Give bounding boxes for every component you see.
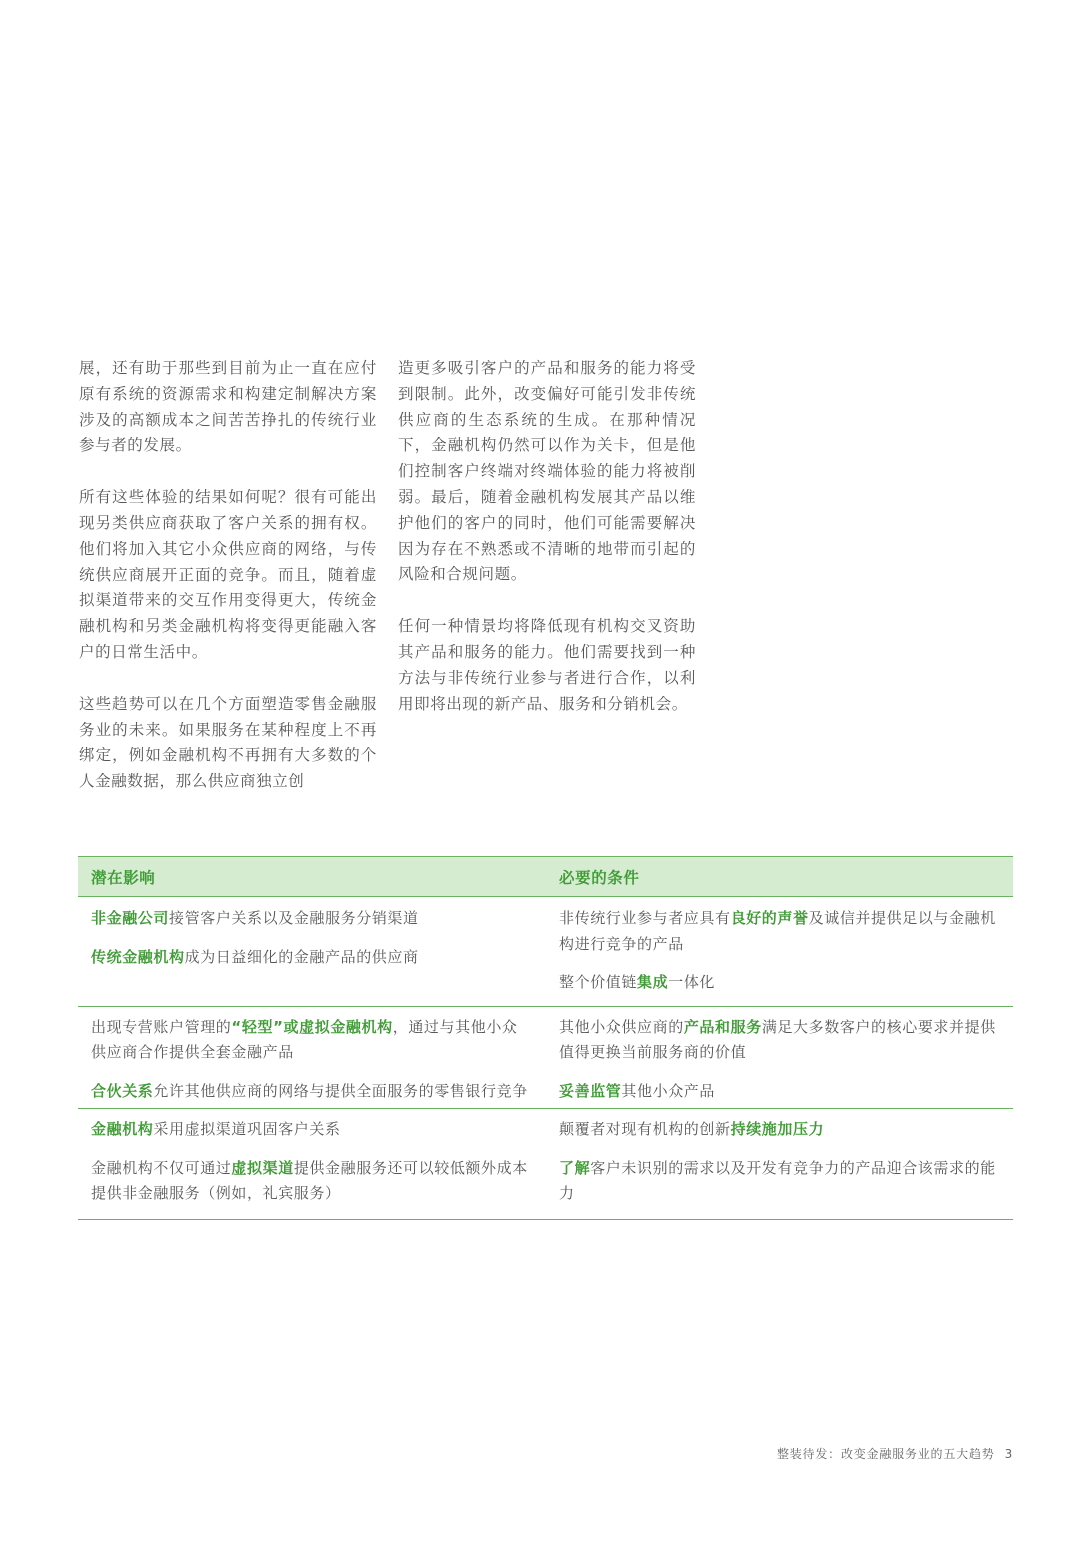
table-item — [91, 1156, 531, 1207]
highlight-term: 妥善监管 — [559, 1081, 622, 1100]
table-item — [559, 970, 999, 996]
page-number: 3 — [1004, 1447, 1013, 1461]
item-text: 满足大多数客户的核心要求并提供值得更换当前服务商的价值 — [559, 1017, 996, 1061]
highlight-term: 持续施加压力 — [730, 1120, 825, 1138]
impact-cell — [78, 897, 559, 1006]
table-item — [91, 1015, 531, 1066]
paragraph: 任何一种情景均将降低现有机构交叉资助其产品和服务的能力。他们需要找到一种方法与非传统行业参与者进行合作，以利用即将出现的新产品、服务和分销机会。 — [398, 617, 696, 713]
highlight-term: 集成 — [637, 973, 669, 991]
highlight-term: 合伙关系 — [91, 1081, 154, 1100]
table-item — [559, 1117, 999, 1143]
highlight-term: 传统金融机构 — [91, 947, 185, 966]
body-column-left — [79, 356, 377, 821]
impact-conditions-table — [78, 856, 1013, 1220]
table-item — [91, 906, 531, 932]
highlight-term: 虚拟渠道 — [231, 1158, 294, 1177]
header-potential-impact: 潜在影响 — [91, 868, 156, 887]
paragraph: 造更多吸引客户的产品和服务的能力将受到限制。此外，改变偏好可能引发非传统供应商的生态系统的生成。在那种情况下，金融机构仍然可以作为关卡，但是他们控制客户终端对终端体验的能力将被削弱。最后，随着金融机构发展其产品以维护他们的客户的同时，他们可能需要解决因为存在不熟悉或不清晰的地带而引起的风险和合规问题。 — [398, 359, 696, 584]
highlight-term: 了解 — [559, 1158, 591, 1177]
table-item — [91, 1117, 531, 1143]
item-text: 出现专营账户管理的 — [91, 1017, 232, 1036]
table-header — [78, 856, 1013, 897]
header-required-conditions: 必要的条件 — [559, 868, 640, 887]
table-item — [91, 945, 531, 971]
table-row — [78, 1007, 1013, 1110]
item-text: 客户未识别的需求以及开发有竞争力的产品迎合该需求的能力 — [559, 1158, 996, 1202]
table-item — [559, 1015, 999, 1066]
highlight-term: 良好的声誉 — [730, 909, 809, 927]
highlight-term: 金融机构 — [91, 1120, 154, 1138]
item-text: ，通过与其他小众供应商合作提供全套金融产品 — [91, 1017, 518, 1061]
page-footer — [777, 1445, 1013, 1462]
item-text: 其他小众供应商的 — [559, 1017, 684, 1036]
highlight-term: 非金融公司 — [91, 909, 170, 927]
table-item — [91, 1079, 531, 1105]
condition-cell — [559, 1007, 999, 1109]
table-row — [78, 897, 1013, 1007]
item-text: 金融机构不仅可通过 — [91, 1158, 232, 1177]
table-item — [559, 1156, 999, 1207]
highlight-term: “轻型”或虚拟金融机构 — [231, 1017, 393, 1036]
condition-cell — [559, 897, 999, 1006]
item-text: 整个价值链 — [559, 973, 638, 991]
impact-cell — [78, 1007, 559, 1109]
body-column-right — [398, 356, 696, 743]
item-text: 颠覆者对现有机构的创新 — [559, 1120, 731, 1138]
item-text: 允许其他供应商的网络与提供全面服务的零售银行竞争 — [153, 1081, 528, 1100]
item-text: 其他小众产品 — [621, 1081, 716, 1100]
highlight-term: 产品和服务 — [683, 1017, 762, 1036]
item-text: 一体化 — [668, 973, 716, 991]
paragraph: 展，还有助于那些到目前为止一直在应付原有系统的资源需求和构建定制解决方案涉及的高额成本之间苦苦挣扎的传统行业参与者的发展。 — [79, 359, 377, 455]
item-text: 提供金融服务还可以较低额外成本提供非金融服务（例如，礼宾服务） — [91, 1158, 528, 1202]
item-text: 接管客户关系以及金融服务分销渠道 — [169, 909, 419, 927]
table-row — [78, 1109, 1013, 1220]
item-text: 及诚信并提供足以与金融机构进行竞争的产品 — [559, 909, 996, 953]
paragraph: 所有这些体验的结果如何呢？很有可能出现另类供应商获取了客户关系的拥有权。他们将加入其它小众供应商的网络，与传统供应商展开正面的竞争。而且，随着虚拟渠道带来的交互作用变得更大，传统金融机构和另类金融机构将变得更能融入客户的日常生活中。 — [79, 488, 377, 661]
item-text: 成为日益细化的金融产品的供应商 — [184, 947, 419, 966]
paragraph: 这些趋势可以在几个方面塑造零售金融服务业的未来。如果服务在某种程度上不再绑定，例如金融机构不再拥有大多数的个人金融数据，那么供应商独立创 — [79, 694, 377, 791]
table-item — [559, 1079, 999, 1105]
table-item — [559, 906, 999, 957]
footer-title: 整装待发：改变金融服务业的五大趋势 — [776, 1447, 995, 1461]
condition-cell — [559, 1109, 999, 1219]
item-text: 非传统行业参与者应具有 — [559, 909, 731, 927]
item-text: 采用虚拟渠道巩固客户关系 — [153, 1120, 341, 1138]
impact-cell — [78, 1109, 559, 1219]
